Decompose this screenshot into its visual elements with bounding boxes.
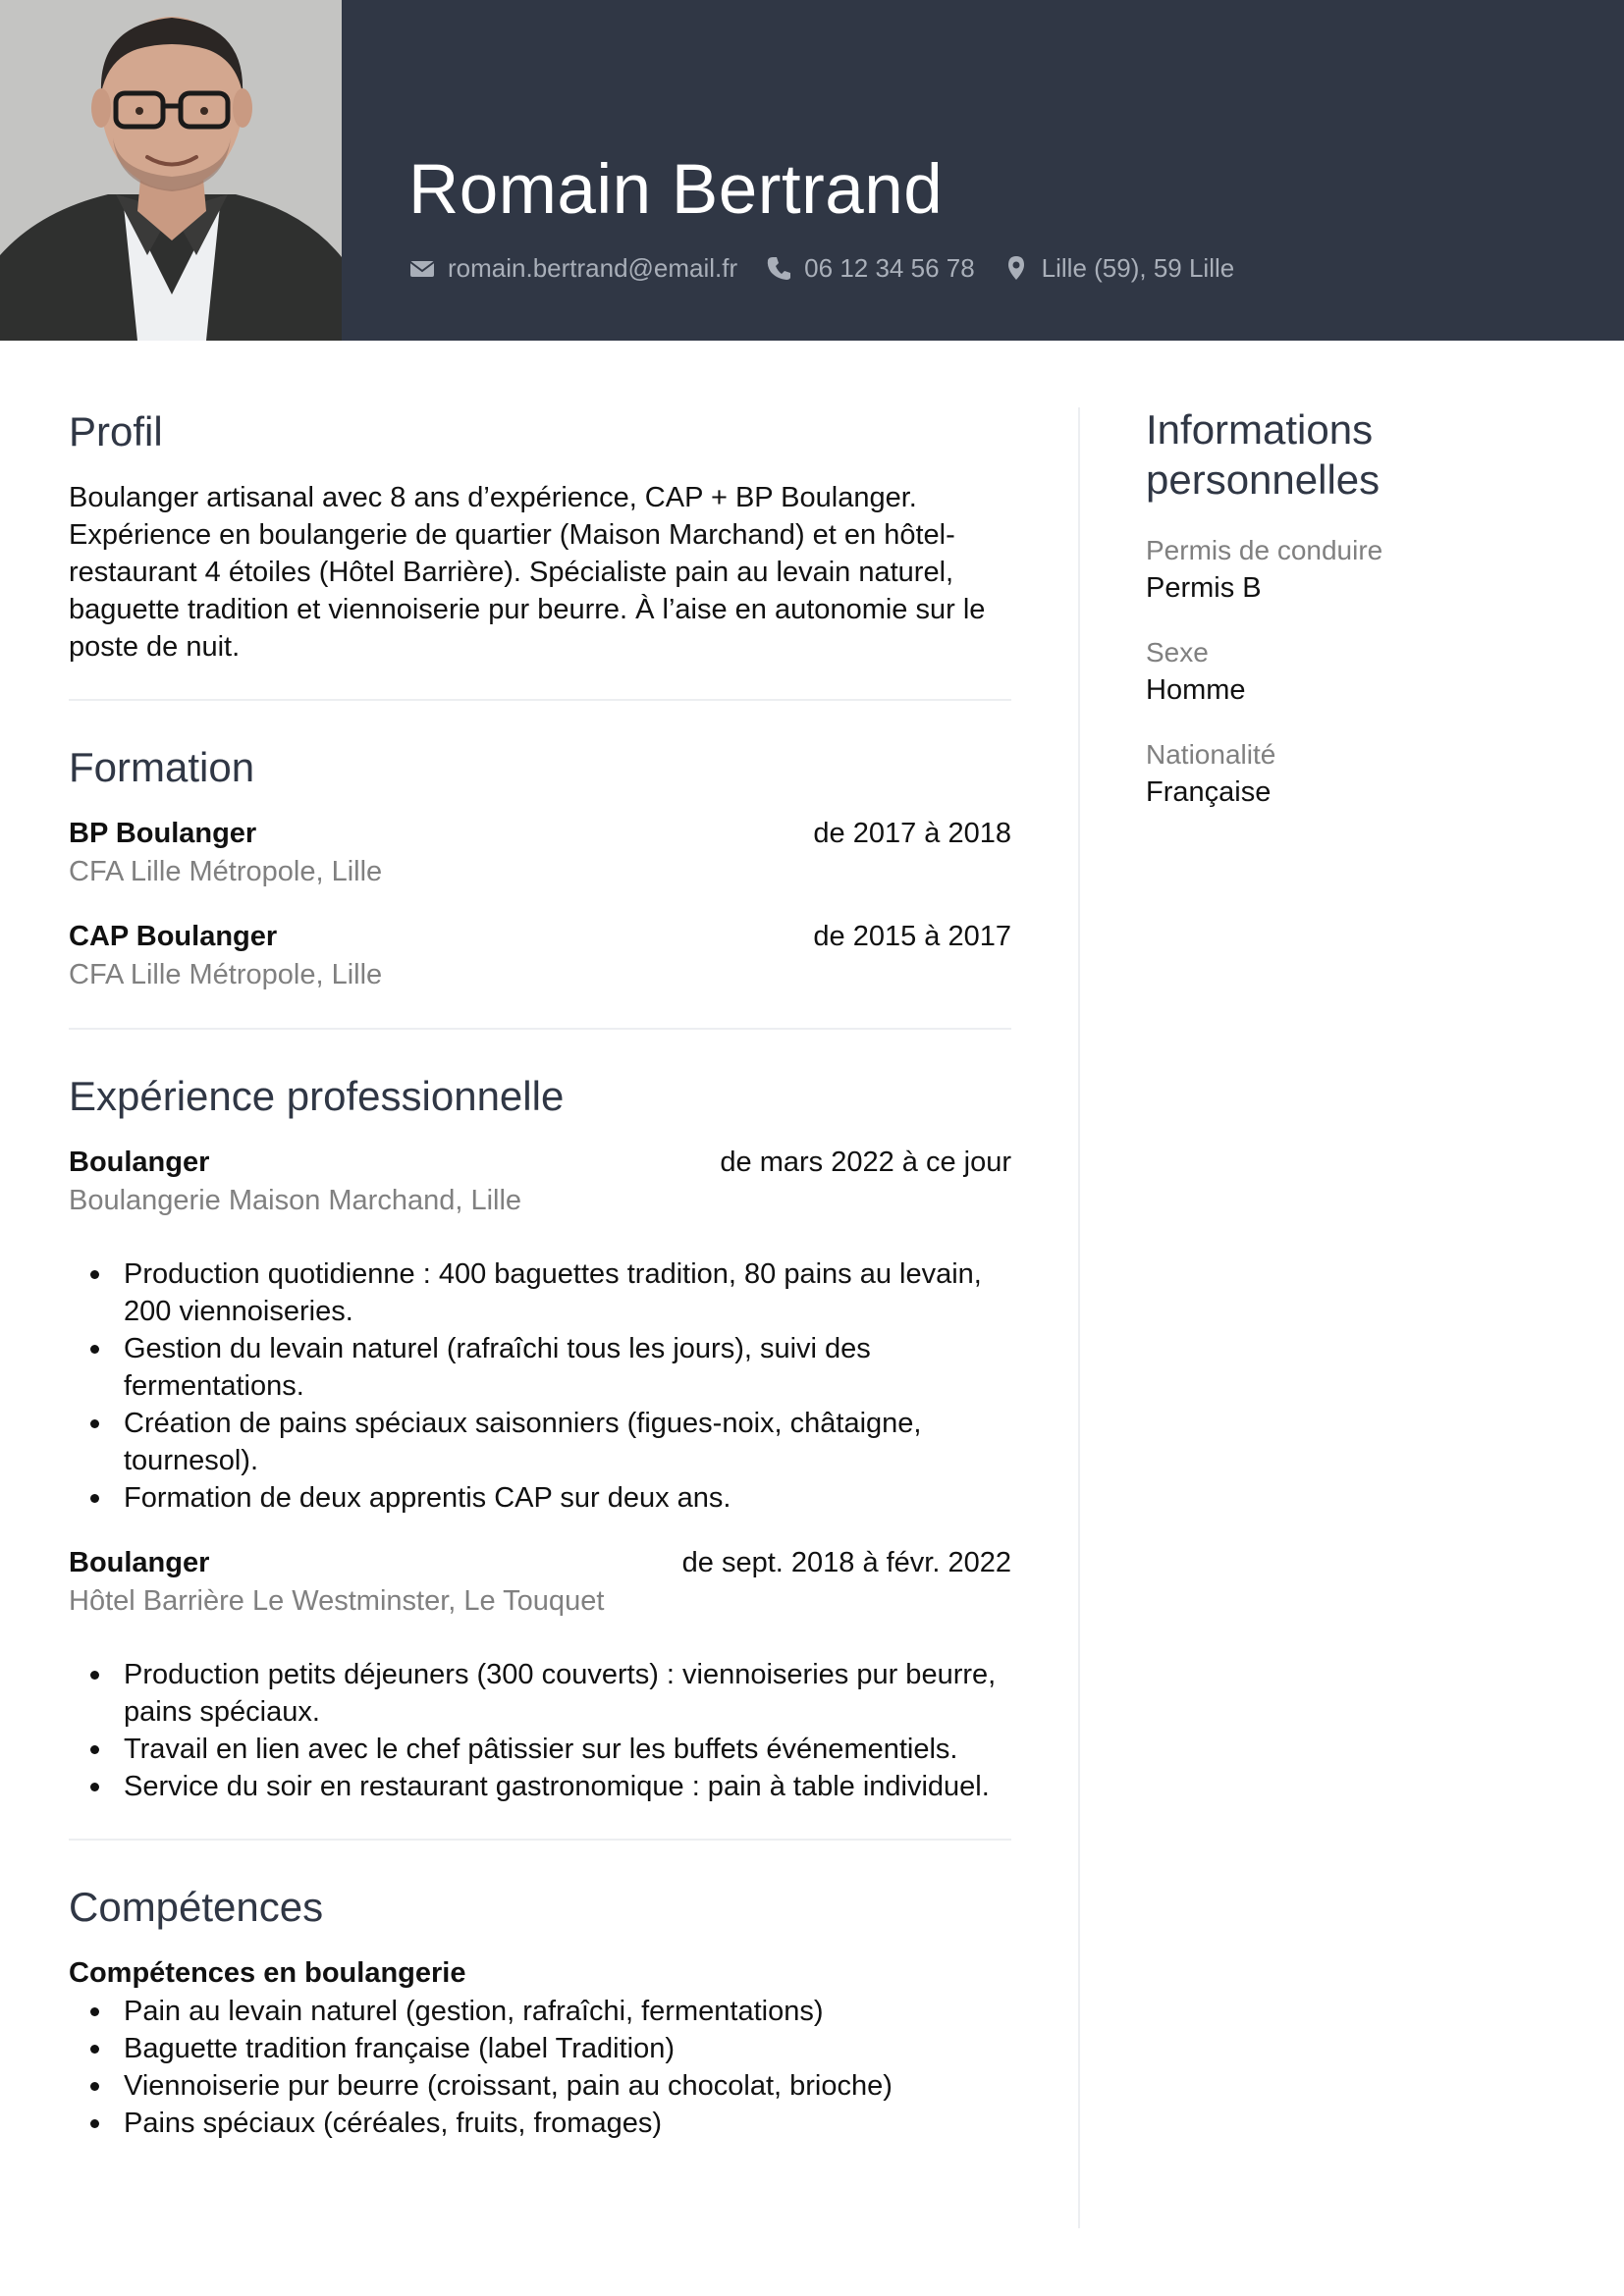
contact-location [1002, 253, 1235, 284]
location-text: Lille (59), 59 Lille [1041, 252, 1235, 283]
job-bullet: Service du soir en restaurant gastronomique : pain à table individuel. [69, 1768, 1011, 1805]
degree-dates: de 2017 à 2018 [813, 818, 1011, 849]
degree-title: CAP Boulanger [69, 921, 278, 952]
info-value: Française [1146, 776, 1272, 808]
skills-list [69, 1993, 1011, 2142]
school-name: CFA Lille Métropole, Lille [69, 959, 383, 990]
experience-title: Expérience professionnelle [69, 1073, 565, 1119]
resume-header [0, 0, 1624, 341]
experience-section [69, 1069, 1011, 1805]
job-bullet: Création de pains spéciaux saisonniers (figues-noix, châtaigne, tournesol). [69, 1405, 1011, 1479]
info-item-license [1146, 532, 1558, 608]
section-divider [69, 699, 1011, 701]
skills-section [69, 1880, 1011, 2142]
skill-item: Baguette tradition française (label Tradition) [69, 2030, 1011, 2067]
school-name: CFA Lille Métropole, Lille [69, 856, 383, 887]
skill-group-title: Compétences en boulangerie [69, 1957, 466, 1989]
info-value: Homme [1146, 674, 1246, 706]
profile-section [69, 404, 1011, 666]
side-column [1146, 404, 1558, 838]
job-bullets [69, 1656, 1011, 1805]
job-title: Boulanger [69, 1547, 210, 1578]
main-column [69, 404, 1011, 2142]
envelope-icon [408, 254, 436, 282]
section-divider [69, 1028, 1011, 1030]
experience-entry [69, 1144, 1011, 1517]
job-bullets [69, 1255, 1011, 1517]
job-bullet: Production quotidienne : 400 baguettes tradition, 80 pains au levain, 200 viennoiseries. [69, 1255, 1011, 1330]
candidate-name: Romain Bertrand [408, 151, 944, 229]
column-divider [1078, 407, 1080, 2228]
job-bullet: Formation de deux apprentis CAP sur deux ans. [69, 1479, 1011, 1517]
job-bullet: Production petits déjeuners (300 couverts) : viennoiseries pur beurre, pains spéciaux. [69, 1656, 1011, 1731]
skill-item: Viennoiserie pur beurre (croissant, pain au chocolat, brioche) [69, 2067, 1011, 2105]
contact-email[interactable] [408, 253, 737, 284]
skill-item: Pain au levain naturel (gestion, rafraîchi, fermentations) [69, 1993, 1011, 2030]
personal-info-title: Informations personnelles [1146, 406, 1380, 503]
degree-dates: de 2015 à 2017 [813, 921, 1011, 952]
phone-text: 06 12 34 56 78 [804, 252, 975, 283]
map-pin-icon [1002, 254, 1030, 282]
job-dates: de mars 2022 à ce jour [720, 1147, 1011, 1178]
profile-text: Boulanger artisanal avec 8 ans d’expérience, CAP + BP Boulanger. Expérience en boulangerie de quartier (Maison Marchand) et en hôtel-restaurant 4 étoiles (Hôtel Barrière). Spécialiste pain au levain naturel, baguette tradition et viennoiserie pur beurre. À l’aise en autonomie sur le poste de nuit. [69, 482, 986, 663]
profile-title: Profil [69, 408, 163, 454]
job-bullet: Gestion du levain naturel (rafraîchi tous les jours), suivi des fermentations. [69, 1330, 1011, 1405]
employer-name: Boulangerie Maison Marchand, Lille [69, 1185, 522, 1216]
skills-title: Compétences [69, 1884, 324, 1930]
experience-entry [69, 1544, 1011, 1805]
job-bullet: Travail en lien avec le chef pâtissier sur les buffets événementiels. [69, 1731, 1011, 1768]
info-item-nationality [1146, 736, 1558, 812]
section-divider [69, 1839, 1011, 1841]
contact-phone[interactable] [765, 253, 975, 284]
contact-bar [408, 251, 1262, 285]
info-label: Sexe [1146, 637, 1209, 667]
formation-entry [69, 918, 1011, 994]
info-label: Permis de conduire [1146, 535, 1383, 565]
formation-entry [69, 815, 1011, 891]
profile-photo [0, 0, 342, 341]
employer-name: Hôtel Barrière Le Westminster, Le Touquet [69, 1585, 605, 1617]
info-item-sex [1146, 634, 1558, 710]
formation-title: Formation [69, 744, 255, 790]
info-value: Permis B [1146, 572, 1262, 604]
degree-title: BP Boulanger [69, 818, 257, 849]
info-label: Nationalité [1146, 739, 1276, 770]
skill-item: Pains spéciaux (céréales, fruits, fromages) [69, 2105, 1011, 2142]
email-text: romain.bertrand@email.fr [448, 252, 738, 283]
job-dates: de sept. 2018 à févr. 2022 [681, 1547, 1011, 1578]
formation-section [69, 740, 1011, 994]
job-title: Boulanger [69, 1147, 210, 1178]
phone-icon [765, 254, 792, 282]
